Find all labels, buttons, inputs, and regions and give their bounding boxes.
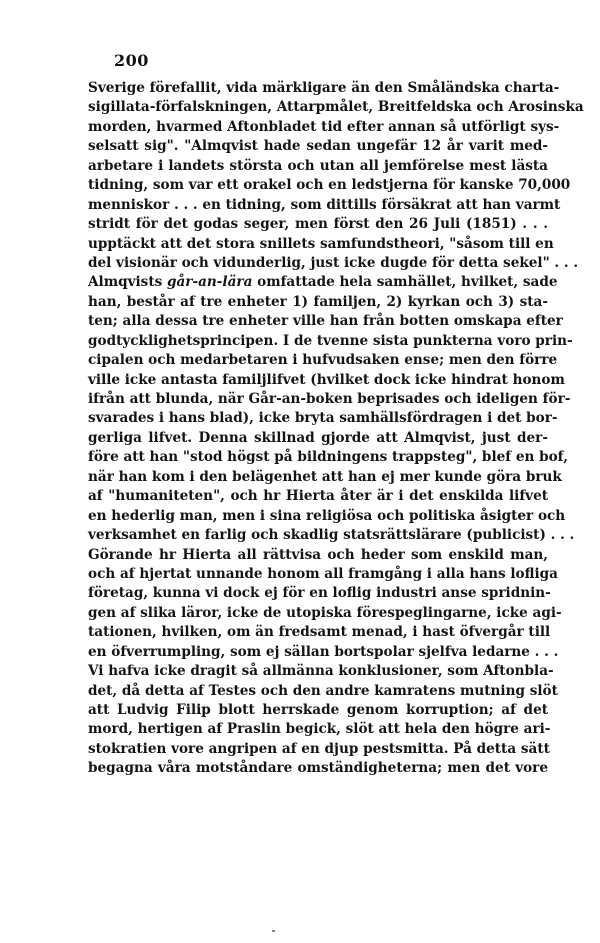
text-line: tidning, som var ett orakel och en ledstjerna för kanske 70,000 [88,177,571,194]
text-line: stridt för det godas seger, men först den 26 Juli (1851) . . . [88,216,548,233]
text-line: arbetare i landets största och utan all jemförelse mest lästa [88,157,548,174]
text-line: ten; alla dessa tre enheter ville han från botten omskapa efter [88,313,563,330]
text-line: stokratien vore angripen af en djup pestsmitta. På detta sätt [88,740,550,757]
text-line: gerliga lifvet. Denna skillnad gjorde att Almqvist, just der- [88,429,548,446]
text-line: upptäckt att det stora snillets samfundstheori, "såsom till en [88,235,554,252]
text-line: tationen, hvilken, om än fredsamt menad, i hast öfvergår till [88,624,551,641]
text-line: af "humaniteten", och hr Hierta åter är i det enskilda lifvet [88,488,548,505]
text-line: del visionär och vidunderlig, just icke dugde för detta sekel" . . . [88,254,579,271]
text-line: menniskor . . . en tidning, som dittills försäkrat att han varmt [88,196,561,213]
text-line: mord, hertigen af Praslin begick, slöt att hela den högre ari- [88,721,551,738]
text-line: cipalen och medarbetaren i hufvudsaken ense; men den förre [88,352,558,369]
text-line: ville icke antasta familjlifvet (hvilket dock icke hindrat honom [88,371,565,388]
text-line: godtycklighetsprincipen. I de tvenne sista punkterna voro prin- [88,332,573,349]
text-line: sigillata-förfalskningen, Attarpmålet, Breitfeldska och Arosinska [88,99,584,116]
text-line: begagna våra motståndare omständigheterna; men det vore [88,760,548,777]
text-line: en öfverrumpling, som ej sällan bortspolar sjelfva ledarne . . . [88,643,559,660]
text-line: att Ludvig Filip blott herrskade genom korruption; af det [88,702,548,718]
text-line: och af hjertat unnande honom all framgång i alla hans lofliga [88,565,558,582]
text-line: Almqvists går-an-lära omfattade hela samhället, hvilket, sade [88,274,558,291]
text-line: det, då detta af Testes och den andre kamratens mutning slöt [88,682,558,699]
text-line: han, består af tre enheter 1) familjen, 2) kyrkan och 3) sta- [88,293,548,310]
page-number: 200 [114,51,149,70]
text-line: ifrån att blunda, när Går-an-boken beprisades och ideligen för- [88,391,571,407]
text-line: svarades i hans blad), icke bryta samhällsfördragen i det bor- [88,410,558,427]
text-line: Vi hafva icke dragit så allmänna konklusioner, som Aftonbla- [88,663,554,680]
text-line: selsatt sig". "Almqvist hade sedan ungefär 12 år varit med- [88,138,548,155]
text-line: före att han "stod högst på bildningens trappsteg", blef en bof, [88,449,568,466]
text-line: Sverige förefallit, vida märkligare än den Småländska charta- [88,80,560,96]
body-text [88,79,584,779]
text-line: Görande hr Hierta all rättvisa och heder som enskild man, [88,546,548,563]
text-line: gen af slika läror, icke de utopiska förespeglingarne, icke agi- [88,604,562,621]
text-line: morden, hvarmed Aftonbladet tid efter annan så utförligt sys- [88,118,560,135]
text-line: en hederlig man, men i sina religiösa och politiska åsigter och [88,507,566,524]
text-line: verksamhet en farlig och skadlig statsrättslärare (publicist) . . . [88,527,575,544]
print-speck [272,930,275,932]
text-line: när han kom i den belägenhet att han ej mer kunde göra bruk [88,468,562,485]
italic-term: går-an-lära [166,274,253,291]
text-line: företag, kunna vi dock ej för en loflig industri anse spridnin- [88,585,551,602]
